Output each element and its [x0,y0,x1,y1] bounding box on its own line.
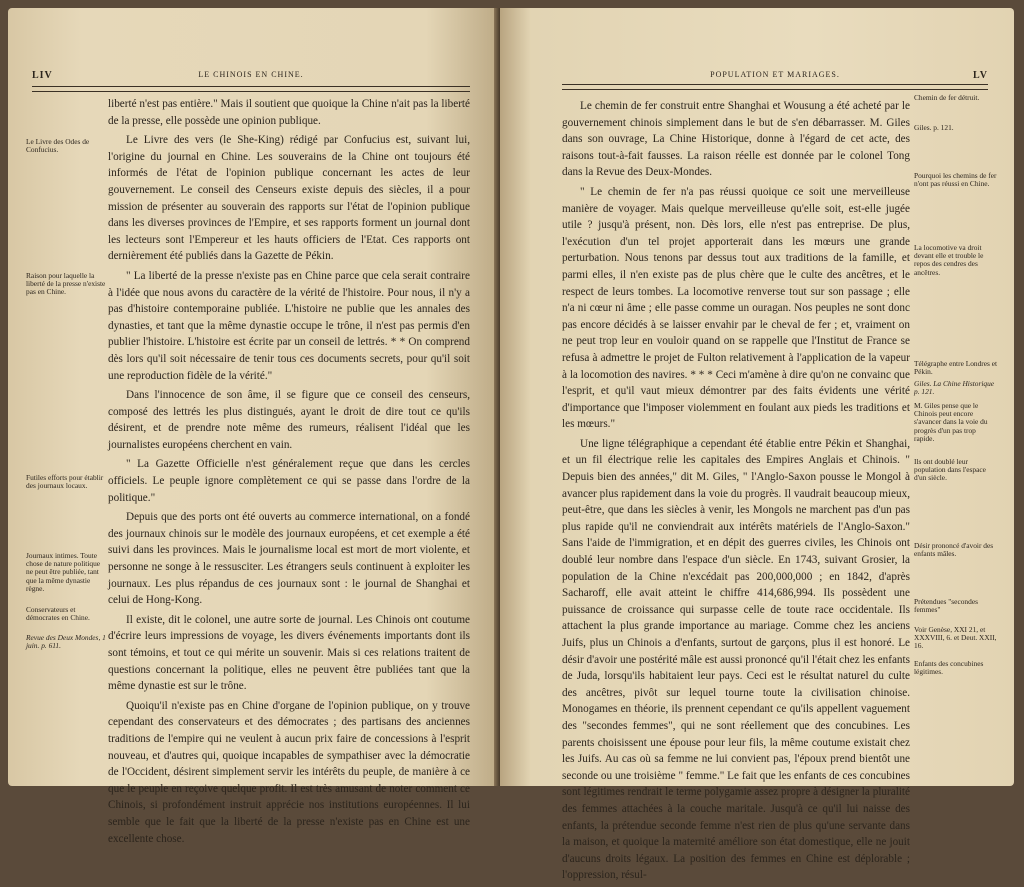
margin-note: Journaux intimes. Toute chose de nature politique ne peut être publiée, tant que la même dynastie règne. [26,551,101,593]
paragraph: " Le chemin de fer n'a pas réussi quoique ce soit une merveilleuse manière de voyager. Mais quelque merveilleuse qu'elle soit, est-elle jugée utile ? jusqu'à présent, non. Dès lors, elle n'est pas entreprise. De plus, l'exécution d'un tel projet apporterait dans les mœurs une grande perturbation. Nous tenons par dessus tout aux traditions de la famille, et parmi elles, il n'en existe pas de plus chère que le culte des ancêtres, et le respect de leurs tombes. La locomotive renverse tout sur son passage ; elle n'a ni cœur ni âme ; elle passe comme un ouragan. Nos peuples ne sont donc pas encore décidés à se laisser envahir par le cheval de fer ; et, vraiment on ne peut trop leur en vouloir quand on se rappelle que l'Institut de France se refusa à admettre le projet de Fulton relativement à l'application de la vapeur à la locomotion des navires. * * * Ceci m'amène à dire qu'on ne convainc que l'esprit, et qu'il vaut mieux démontrer par des faits évidents une vérité d'importance que l'imposer violemment en foulant aux pieds les traditions et les mœurs." [562,185,910,431]
margin-note: Raison pour laquelle la liberté de la presse n'existe pas en Chine. [26,271,106,297]
margin-note: Télégraphe entre Londres et Pékin. [914,359,998,377]
paragraph: " La Gazette Officielle n'est généralement reçue que dans les cercles officiels. Le peuple ignore complètement ce qui se passe dans l'ordre de la politique." [108,458,470,504]
margin-note: Conservateurs et démocrates en Chine. [26,605,90,623]
left-page-number: LIV [32,70,53,81]
margin-note: Enfants des concubines légitimes. [914,659,984,677]
margin-note: Revue des Deux Mondes, 1 juin. p. 611. [26,633,106,651]
margin-note: M. Giles pense que le Chinois peut encore s'avancer dans la voie du progrès d'un pas trop rapide. [914,401,988,443]
right-margin-notes [914,8,998,786]
left-body-text [108,96,470,850]
paragraph: Le chemin de fer construit entre Shanghai et Wousung a été acheté par le gouvernement chinois simplement dans le but de s'en débarrasser. M. Giles dans son ouvrage, La Chine Historique, donne à l'égard de cet acte, des raisons tout-à-fait fausses. La raison réelle est donnée par le colonel Tong dans la Revue des Deux-Mondes. [562,100,910,179]
paragraph: Une ligne télégraphique a cependant été établie entre Pékin et Shanghai, et un fil électrique relie les capitales des Empires Anglais et Chinois. " Depuis bien des années," dit M. Giles, " l'Anglo-Saxon pousse le Mongol à avancer plus rapidement dans la voie du progrès. Il vaudrait beaucoup mieux, peut-être, que dans les siècles à venir, les Mongols ne marchent pas d'un pas plus rapide qu'il ne conviendrait aux intérêts matériels de l'Anglo-Saxon." Sans l'aide de l'immigration, et en dépit des guerres civiles, les Chinois ont doublé leur nombre dans l'espace d'un siècle. En 1743, suivant Grosier, la population de la Chine n'excédait pas 200,000,000 ; en 1842, d'après Sacharoff, elle avait atteint le chiffre 414,686,994. Ils possèdent une puissance de croissance qui surpasse celle de toute race occidentale. Ils attachent la plus grande importance au mariage. Comme chez les anciens Juifs, plus un Chinois a d'enfants, surtout de garçons, plus il est honoré. Le désir d'avoir une postérité mâle est aussi prononcé qu'il l'était chez les enfants de Juda, lorsqu'ils habitaient leur pays. Ceci est le résultat naturel du culte des ancêtres, pivôt sur lequel tourne toute la civilisation chinoise. Monogames en théorie, ils prennent cependant ce qu'ils appellent vaguement des "secondes femmes", qui ne sont réellement que des concubines. Les parents choisissent une épouse pour leur fils, la même coutume existait chez les Juifs. Au cas où sa femme ne lui convient pas, l'époux prend bientôt une seconde ou une troisième " femme." Le fait que les enfants de ces concubines sont légitimes rendrait le terme polygamie assez propre à désigner la pluralité des femmes attachées à la couche maritale. Jusqu'à ce qu'il lui naisse des enfants, la prétendue seconde femme n'est rien de plus qu'une servante dans la maison, et quoique la maternité améliore son état domestique, elle ne jouit d'aucuns droits légaux. La position des femmes en Chine est déplorable ; l'oppression, résul- [562,437,910,882]
margin-note: La locomotive va droit devant elle et trouble le repos des cendres des ancêtres. [914,243,984,277]
margin-note: Futiles efforts pour établir des journaux locaux. [26,473,104,491]
paragraph: liberté n'est pas entière." Mais il soutient que quoique la Chine n'ait pas la liberté de la presse, elle possède une opinion publique. [108,98,470,127]
paragraph: Dans l'innocence de son âme, il se figure que ce conseil des censeurs, composé des lettrés les plus distingués, ayant le droit de dire tout ce qu'ils désirent, et de prendre note même des rumeurs, réalisent l'idéal que les journalistes européens cherchent en vain. [108,389,470,451]
margin-note: Voir Genèse, XXI 21, et XXXVIII, 6. et Deut. XXII, 16. [914,625,997,651]
paragraph: Il existe, dit le colonel, une autre sorte de journal. Les Chinois ont coutume d'écrire leurs impressions de voyage, les divers événements importants dont ils sont témoins, et tout ce qui mérite un souvenir. Mais si ces relations traitent de questions concernant la politique, elles ne peuvent être publiées tant que la même dynastie est sur le trône. [108,613,470,693]
paragraph: " La liberté de la presse n'existe pas en Chine parce que cela serait contraire à l'idée que nous avons du caractère de la vérité de l'histoire. Pour nous, il n'y a pas d'histoire contemporaine publiée. L'histoire ne publie que les annales des dynasties, et tant que la même dynastie occupe le trône, il n'est pas permis d'en publier l'histoire. L'histoire est écrite par un conseil de lettrés. * * On comprend dès lors qu'il soit nécessaire de tenir tous ces documents secrets, pour qu'il soit une reproduction fidèle de la vérité." [108,269,470,382]
margin-note: Désir prononcé d'avoir des enfants mâles. [914,541,994,559]
left-page [8,8,500,845]
margin-note: Giles. La Chine Historique p. 121. [914,379,995,397]
paragraph: Depuis que des ports ont été ouverts au commerce international, on a fondé des journaux chinois sur le modèle des journaux européens, et cet exemple a été suivi dans les provinces. Mais le journalisme local est mort de mort violente, et personne ne songe à le ressusciter. Les étrangers seuls continuent à exploiter les journaux. Les plus répandus de ces journaux sont : le journal de Shanghai et celui de Hong-Kong. [108,511,470,607]
margin-note: Giles. p. 121. [914,123,954,132]
margin-note: Ils ont doublé leur population dans l'espace d'un siècle. [914,457,986,483]
right-page-number: LV [973,70,988,81]
left-running-title: LE CHINOIS EN CHINE. [198,70,304,79]
paragraph: Le Livre des vers (le She-King) rédigé par Confucius est, suivant lui, l'origine du journal en Chine. Les souverains de la Chine ont toujours été informés de l'état de l'opinion publique concernant les actes de leur gouvernement. Le conseil des Censeurs existe depuis des siècles, il a pour mission de présenter au souverain des rapports sur l'état de l'opinion publique dans les diverses provinces de l'Empire, et ses rapports forment un journal dont les lecteurs sont l'Empereur et les hauts officiers de l'Etat. Ces rapports ont dernièrement été publiés dans la Gazette de Pékin. [108,134,470,263]
right-running-title: POPULATION ET MARIAGES. [710,70,840,79]
margin-note: Pourquoi les chemins de fer n'ont pas réussi en Chine. [914,171,997,189]
margin-note: Le Livre des Odes de Confucius. [26,137,90,155]
margin-note: Chemin de fer détruit. [914,93,980,102]
right-body-text [562,98,910,887]
right-page [500,8,1014,882]
paragraph: Quoiqu'il n'existe pas en Chine d'organe de l'opinion publique, on y trouve cependant des conservateurs et des démocrates ; des partisans des anciennes traditions de l'empire qui ne veulent à aucun prix faire de concessions à l'esprit nouveau, et d'autres qui, quoique incapables de sympathiser avec la démocratie de l'Occident, désirent simplement servir les intérêts du peuple, de manière à ce que le peuple en reçoive quelque profit. Il est très amusant de noter comment ce Chinois, si profondément instruit apprécie nos institutions européennes. Il lui semble que le fait que la liberté de la presse n'existe pas en Chine est une excellente chose. [108,699,470,845]
left-margin-notes [26,8,108,786]
margin-note: Prétendues "secondes femmes" [914,597,978,615]
